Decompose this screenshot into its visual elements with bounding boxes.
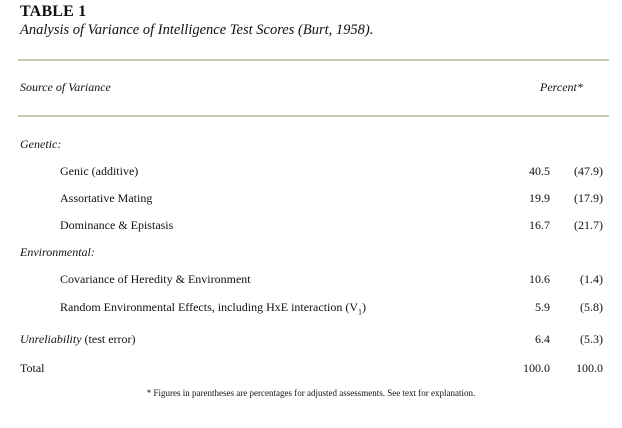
row-value-covariance: 10.6 [529,272,550,286]
row-label-unreliability-rest: (test error) [81,332,136,346]
row-adjusted-covariance: (1.4) [580,272,603,286]
group-label-environmental: Environmental: [20,245,95,259]
row-value-total: 100.0 [523,361,550,375]
row-adjusted-random-environmental: (5.8) [580,300,603,314]
row-adjusted-assortative: (17.9) [574,191,603,205]
table-subtitle: Analysis of Variance of Intelligence Test Scores (Burt, 1958). [20,22,374,38]
row-label-unreliability-italic: Unreliability [20,332,82,346]
row-adjusted-total: 100.0 [576,361,603,375]
row-value-genic: 40.5 [529,164,550,178]
row-label-random-subscript: 1 [358,307,363,317]
row-adjusted-unreliability: (5.3) [580,332,603,346]
row-label-random-close: ) [362,300,367,314]
row-label-total: Total [20,361,45,375]
row-value-unreliability: 6.4 [535,332,550,346]
row-label-unreliability [20,332,136,347]
group-label-genetic: Genetic: [20,137,62,151]
row-label-assortative: Assortative Mating [60,191,153,205]
column-header-percent: Percent* [540,80,583,94]
row-label-random-text: Random Environmental Effects, including HxE interaction (V [60,300,359,314]
row-value-dominance: 16.7 [529,218,550,232]
row-label-genic: Genic (additive) [60,164,139,178]
top-rule [18,59,609,61]
row-label-covariance: Covariance of Heredity & Environment [60,272,251,286]
table-title: TABLE 1 [20,3,87,20]
row-value-random-environmental: 5.9 [535,300,550,314]
row-label-dominance: Dominance & Epistasis [60,218,174,232]
row-adjusted-dominance: (21.7) [574,218,603,232]
row-value-assortative: 19.9 [529,191,550,205]
table-footnote: * Figures in parentheses are percentages for adjusted assessments. See text for explanation. [146,388,476,398]
row-label-random-environmental [60,300,366,316]
column-header-source: Source of Variance [20,80,111,94]
row-adjusted-genic: (47.9) [574,164,603,178]
header-rule [18,115,609,117]
